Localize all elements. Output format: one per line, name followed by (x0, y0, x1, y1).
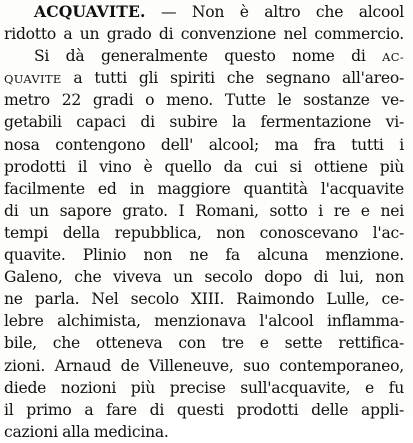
text-line-18: diede nozioni più precise sull'acquavite, e fu (4, 378, 404, 397)
text-line-4 (4, 67, 404, 89)
text-line-12: quavite. Plinio non ne fa alcuna menzione. (4, 246, 404, 265)
text-line-17: zioni. Arnaud de Villeneuve, suo contemporaneo, (4, 356, 404, 375)
smallcaps-ac: AC- (382, 50, 404, 65)
text-line-3 (4, 45, 404, 67)
text-line-2: ridotto a un grado di convenzione nel commercio. (4, 25, 404, 44)
text-line-3-body: Si dà generalmente questo nome di (34, 47, 383, 66)
text-line-1 (4, 1, 404, 23)
text-line-10: di un sapore grato. I Romani, sotto i re e nei (4, 201, 404, 220)
text-line-20: cazioni alla medicina. (4, 422, 169, 441)
text-line-9: facilmente ed in maggiore quantità l'acquavite (4, 179, 404, 198)
text-line-13: Galeno, che viveva un secolo dopo di lui, non (4, 268, 404, 287)
text-line-19: il primo a fare di questi prodotti delle appli- (4, 400, 404, 419)
article-column (4, 1, 404, 443)
text-line-1-body: — Non è altro che alcool (145, 3, 404, 21)
text-line-11: tempi della repubblica, non conoscevano l'ac- (4, 223, 404, 242)
text-line-5: metro 22 gradi o meno. Tutte le sostanze ve- (4, 91, 404, 110)
text-line-7: nosa contengono dell' alcool; ma fra tutti i (4, 135, 404, 154)
text-line-6: getabili capaci di subire la fermentazione vi- (4, 113, 404, 132)
article-headword: ACQUAVITE. (34, 2, 146, 21)
text-line-15: lebre alchimista, menzionava l'alcool inflamma- (4, 312, 404, 331)
text-line-4-body: a tutti gli spiriti che segnano all'areo- (61, 69, 404, 88)
text-line-8: prodotti il vino è quello da cui si ottiene più (4, 157, 404, 176)
text-line-16: bile, che otteneva con tre e sette rettifica- (4, 334, 404, 353)
text-line-14: ne parla. Nel secolo XIII. Raimondo Lulle, ce- (4, 290, 404, 309)
smallcaps-quavite: QUAVITE (4, 72, 62, 87)
